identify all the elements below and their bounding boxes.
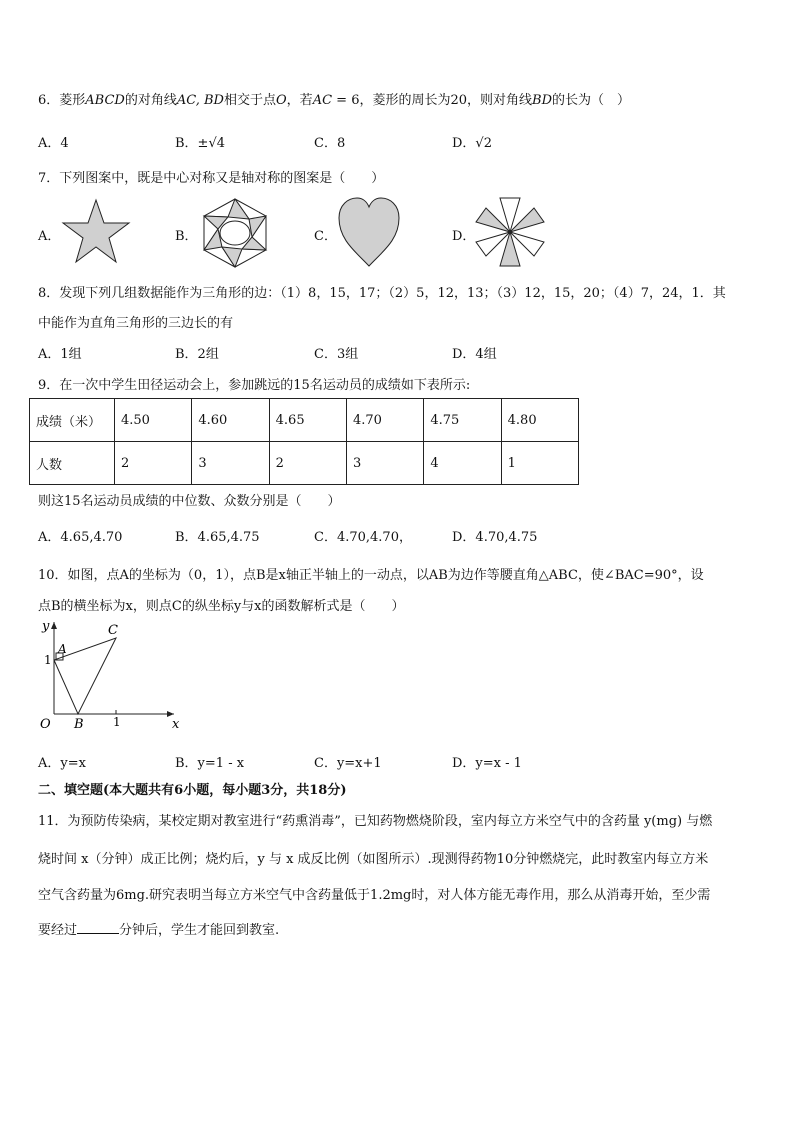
q11-text: 分钟后，学生才能回到教室. [119, 923, 280, 938]
table-cell: 3 [192, 442, 269, 485]
q7-option-b[interactable]: B． [175, 229, 198, 244]
label-b: B [74, 717, 84, 732]
q6-text: O [276, 93, 287, 108]
hexagon-swirl-icon[interactable] [198, 197, 272, 269]
q6-text: BD [532, 93, 553, 108]
q10-option-b[interactable]: B．y=1 - x [175, 756, 245, 771]
q6-stem [38, 89, 630, 108]
q9-stem-line2: 则这15名运动员成绩的中位数、众数分别是（ ） [38, 494, 341, 509]
q6-text: ，菱形的周长为 [359, 93, 451, 108]
table-cell: 4.80 [501, 399, 578, 442]
q6-option-b[interactable]: B．±√4 [175, 136, 226, 151]
q10-stem-line2: 点B的横坐标为x，则点C的纵坐标y与x的函数解析式是（ ） [38, 599, 405, 614]
q6-option-a[interactable]: A．4 [38, 136, 69, 151]
q6-text: 6．菱形 [38, 93, 86, 108]
q11-line2: 烧时间 x（分钟）成正比例；烧灼后，y 与 x 成反比例（如图所示）.现测得药物10分钟燃烧完，此时教室内每立方米 [38, 852, 709, 867]
table-cell: 4.75 [424, 399, 501, 442]
q8-option-a[interactable]: A．1组 [38, 347, 82, 362]
q6-text: 20 [450, 93, 468, 108]
q6-text: ，则对角线 [467, 93, 533, 108]
table-cell: 4 [424, 442, 501, 485]
q11-line3: 空气含药量为6mg.研究表明当每立方米空气中含药量低于1.2mg时，对人体方能无毒作用，那么从消毒开始，至少需 [38, 888, 711, 903]
q10-stem-line1: 10．如图，点A的坐标为（0，1），点B是x轴正半轴上的一动点，以AB为边作等腰直角△ABC，使∠BAC=90°，设 [38, 568, 704, 583]
table-cell: 2 [269, 442, 346, 485]
q8-option-b[interactable]: B．2组 [175, 347, 219, 362]
q6-text: AC [312, 93, 333, 108]
q6-text: AC, BD [176, 93, 224, 108]
q10-option-c[interactable]: C．y=x+1 [314, 756, 382, 771]
pinwheel-icon[interactable] [474, 196, 546, 268]
scores-table [29, 398, 579, 485]
table-cell: 3 [346, 442, 423, 485]
q6-text: 相交于点 [223, 93, 276, 108]
q6-text: ABCD [85, 93, 125, 108]
table-cell: 1 [501, 442, 578, 485]
label-o: O [40, 717, 51, 732]
q7-option-a[interactable]: A． [38, 229, 61, 244]
q7-option-d[interactable]: D． [452, 229, 476, 244]
heart-icon[interactable] [336, 196, 402, 268]
q6-text: 的长为（ ） [552, 93, 631, 108]
table-cell: 4.65 [269, 399, 346, 442]
q6-option-d[interactable]: D．√2 [452, 136, 492, 151]
answer-blank[interactable] [77, 921, 119, 934]
q7-option-c[interactable]: C． [314, 229, 337, 244]
q9-stem: 9．在一次中学生田径运动会上，参加跳远的15名运动员的成绩如下表所示: [38, 378, 471, 393]
q9-option-d[interactable]: D．4.70,4.75 [452, 530, 538, 545]
section-title: 二、填空题(本大题共有6小题，每小题3分，共18分) [38, 783, 347, 798]
label-a: A [58, 642, 67, 656]
q8-option-d[interactable]: D．4组 [452, 347, 497, 362]
q7-stem: 7．下列图案中，既是中心对称又是轴对称的图案是（ ） [38, 171, 385, 186]
label-c: C [108, 623, 118, 638]
q10-option-d[interactable]: D．y=x - 1 [452, 756, 522, 771]
label-x: x [172, 717, 180, 732]
q11-text: 要经过 [38, 923, 78, 938]
label-1-x: 1 [113, 715, 121, 729]
table-cell: 人数 [30, 442, 115, 485]
q9-option-c[interactable]: C．4.70,4.70， [314, 530, 412, 545]
q8-option-c[interactable]: C．3组 [314, 347, 359, 362]
q11-line1: 11．为预防传染病，某校定期对教室进行“药熏消毒”，已知药物燃烧阶段，室内每立方米空气中的含药量 y(mg) 与燃 [38, 814, 713, 829]
coordinate-figure [34, 616, 184, 732]
q9-option-a[interactable]: A．4.65,4.70 [38, 530, 123, 545]
q9-option-b[interactable]: B．4.65,4.75 [175, 530, 260, 545]
q6-option-c[interactable]: C．8 [314, 136, 346, 151]
table-cell: 成绩（米） [30, 399, 115, 442]
q6-text: ，若 [286, 93, 313, 108]
q11-line4 [38, 919, 279, 938]
label-y: y [42, 619, 50, 634]
q6-text: 的对角线 [124, 93, 177, 108]
q8-stem-line1: 8．发现下列几组数据能作为三角形的边：（1）8，15，17；（2）5，12，13；（3）12，15，20；（4）7，24，1．其 [38, 286, 726, 301]
table-row [30, 399, 579, 442]
q8-stem-line2: 中能作为直角三角形的三边长的有 [38, 316, 234, 331]
label-1-y: 1 [44, 653, 52, 667]
star-icon[interactable] [60, 198, 132, 264]
table-cell: 4.70 [346, 399, 423, 442]
y-axis-arrow [51, 622, 57, 629]
table-cell: 2 [115, 442, 192, 485]
q10-option-a[interactable]: A．y=x [38, 756, 86, 771]
table-row [30, 442, 579, 485]
q6-text: = 6 [332, 93, 360, 108]
table-cell: 4.50 [115, 399, 192, 442]
table-cell: 4.60 [192, 399, 269, 442]
